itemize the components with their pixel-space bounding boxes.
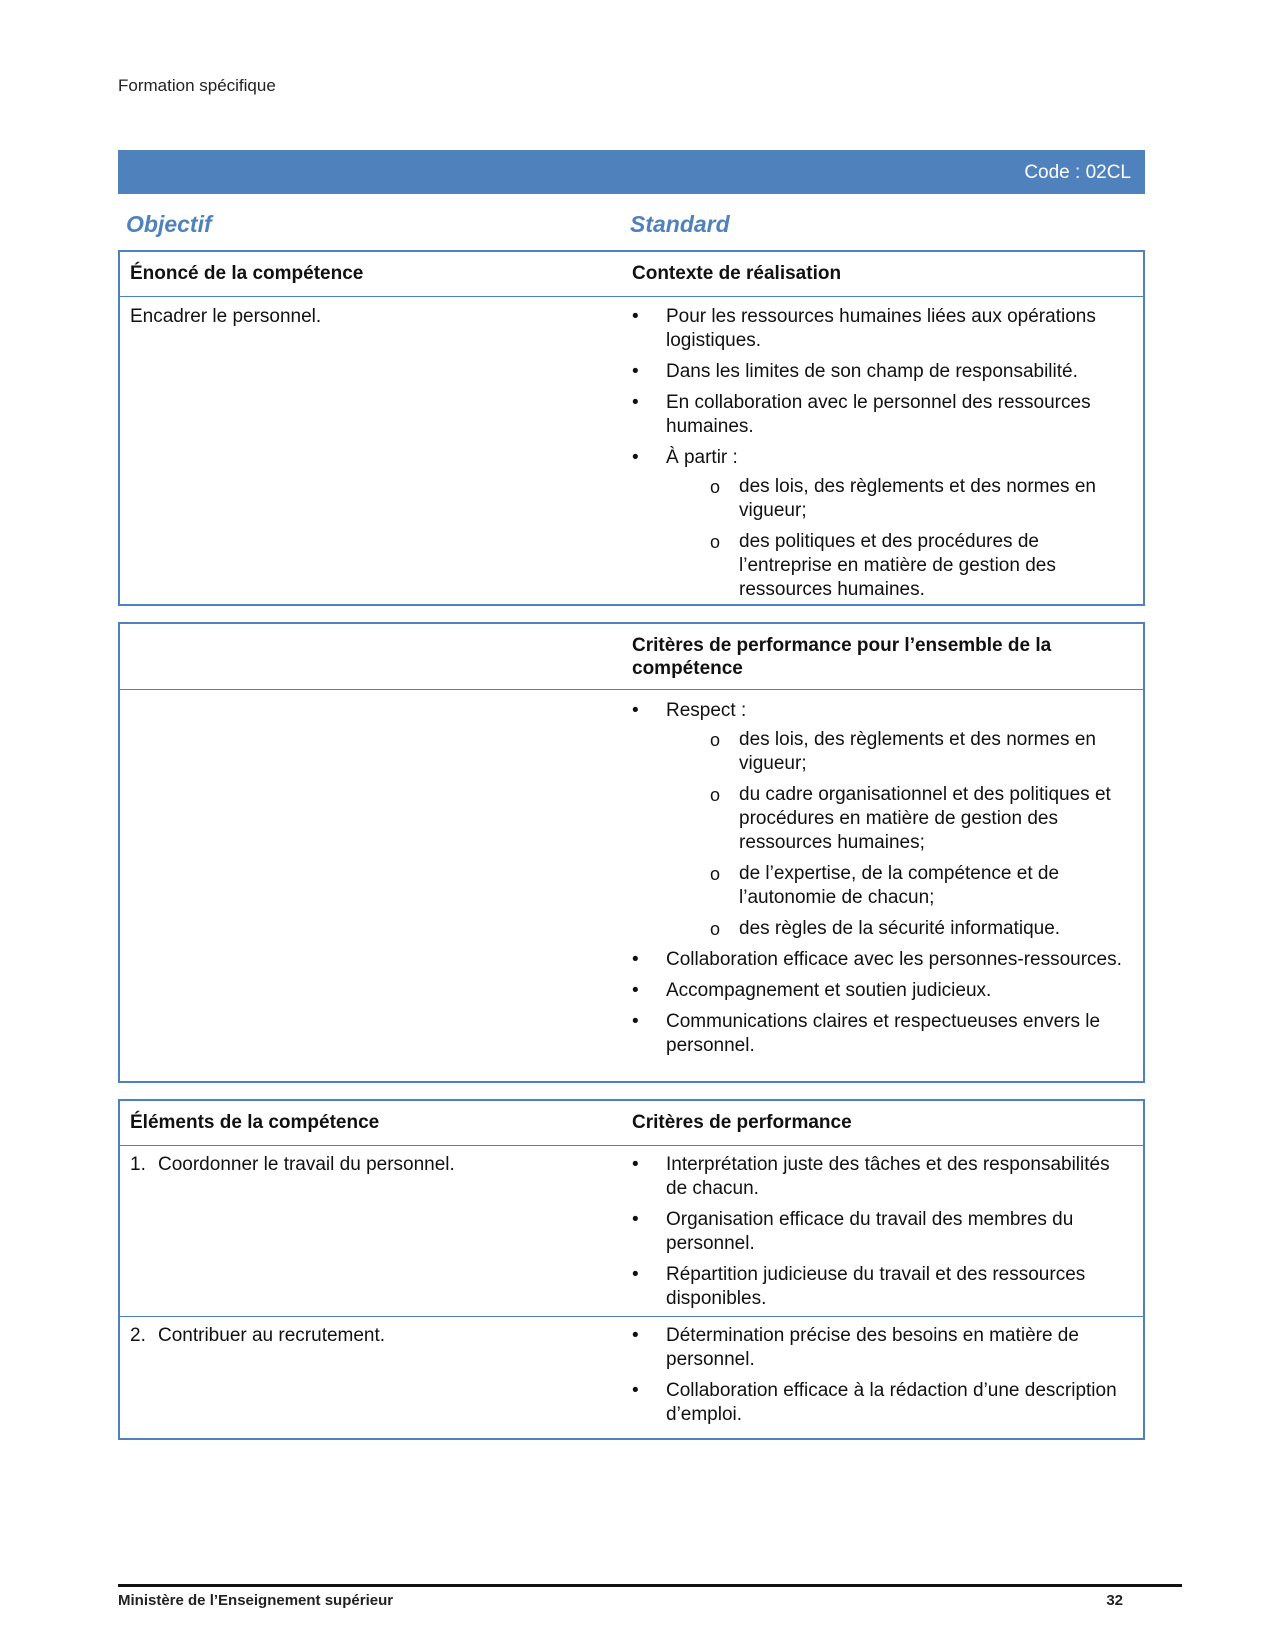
contexte-header: Contexte de réalisation: [632, 263, 842, 284]
element-criteria-list: [632, 1324, 1131, 1427]
context-subitem: o des lois, des règlements et des normes en vigueur;: [666, 475, 1131, 523]
element-row: [120, 1146, 1143, 1317]
overall-criteria-header-row: [120, 624, 1143, 690]
criteria-item: • Interprétation juste des tâches et des responsabilités de chacun.: [632, 1153, 1131, 1201]
enonce-header: Énoncé de la compétence: [130, 263, 364, 284]
standard-heading: Standard: [630, 211, 730, 237]
criteria-item: • Communications claires et respectueuses envers le personnel.: [632, 1010, 1131, 1058]
context-item: • Pour les ressources humaines liées aux opérations logistiques.: [632, 305, 1131, 353]
context-item: • À partir : o des lois, des règlements et des normes en vigueur; o des politiques et des procédures de l’entreprise en matière de gestion des ressources humaines.: [632, 446, 1131, 602]
element-label: 2. Contribuer au recrutement.: [130, 1325, 386, 1346]
criteria-subitem: o du cadre organisationnel et des politiques et procédures en matière de gestion des ressources humaines;: [666, 783, 1131, 855]
criteria-item: • Détermination précise des besoins en matière de personnel.: [632, 1324, 1131, 1372]
elements-table: [118, 1099, 1145, 1440]
element-criteria-list: [632, 1153, 1131, 1311]
context-subitem: o des politiques et des procédures de l’entreprise en matière de gestion des ressources humaines.: [666, 530, 1131, 602]
competence-row: [120, 297, 1143, 609]
footer-ministry: Ministère de l’Enseignement supérieur: [118, 1592, 394, 1609]
footer-rule: [118, 1584, 1182, 1587]
criteria-item: • Respect : o des lois, des règlements et des normes en vigueur; o du cadre organisationnel et des politiques et procédures en matière de gestion des ressources humaines; o de l’expertise, de la compétence et de l’autonomie de chacun; o des règles de la sécurité informatique.: [632, 699, 1131, 941]
context-item: • En collaboration avec le personnel des ressources humaines.: [632, 391, 1131, 439]
overall-criteria-list: [632, 699, 1131, 1058]
context-list: [632, 305, 1131, 602]
code-bar: [118, 150, 1145, 194]
criteria-subitem: o de l’expertise, de la compétence et de l’autonomie de chacun;: [666, 862, 1131, 910]
competence-table-header: [120, 252, 1143, 297]
overall-criteria-table: [118, 622, 1145, 1083]
competence-statement: Encadrer le personnel.: [130, 306, 322, 327]
footer: [118, 1592, 1123, 1609]
criteria-item: • Répartition judicieuse du travail et des ressources disponibles.: [632, 1263, 1131, 1311]
page-header: Formation spécifique: [118, 76, 276, 95]
competence-table: [118, 250, 1145, 606]
criteria-item: • Collaboration efficace avec les personnes-ressources.: [632, 948, 1131, 972]
criteria-subitem: o des règles de la sécurité informatique.: [666, 917, 1131, 941]
page-number: 32: [1106, 1592, 1123, 1609]
criteria-item: • Organisation efficace du travail des membres du personnel.: [632, 1208, 1131, 1256]
element-label: 1. Coordonner le travail du personnel.: [130, 1154, 455, 1175]
elements-header: Éléments de la compétence: [130, 1112, 380, 1133]
objectif-heading: Objectif: [126, 211, 212, 237]
overall-criteria-row: [120, 690, 1143, 1065]
criteria-item: • Accompagnement et soutien judicieux.: [632, 979, 1131, 1003]
performance-header: Critères de performance: [632, 1112, 852, 1133]
course-code: Code : 02CL: [1024, 162, 1131, 183]
context-item: • Dans les limites de son champ de responsabilité.: [632, 360, 1131, 384]
criteria-subitem: o des lois, des règlements et des normes en vigueur;: [666, 728, 1131, 776]
overall-criteria-header: Critères de performance pour l’ensemble de la compétence: [632, 634, 1052, 679]
elements-table-header: [120, 1101, 1143, 1146]
element-row: [120, 1317, 1143, 1434]
criteria-item: • Collaboration efficace à la rédaction d’une description d’emploi.: [632, 1379, 1131, 1427]
